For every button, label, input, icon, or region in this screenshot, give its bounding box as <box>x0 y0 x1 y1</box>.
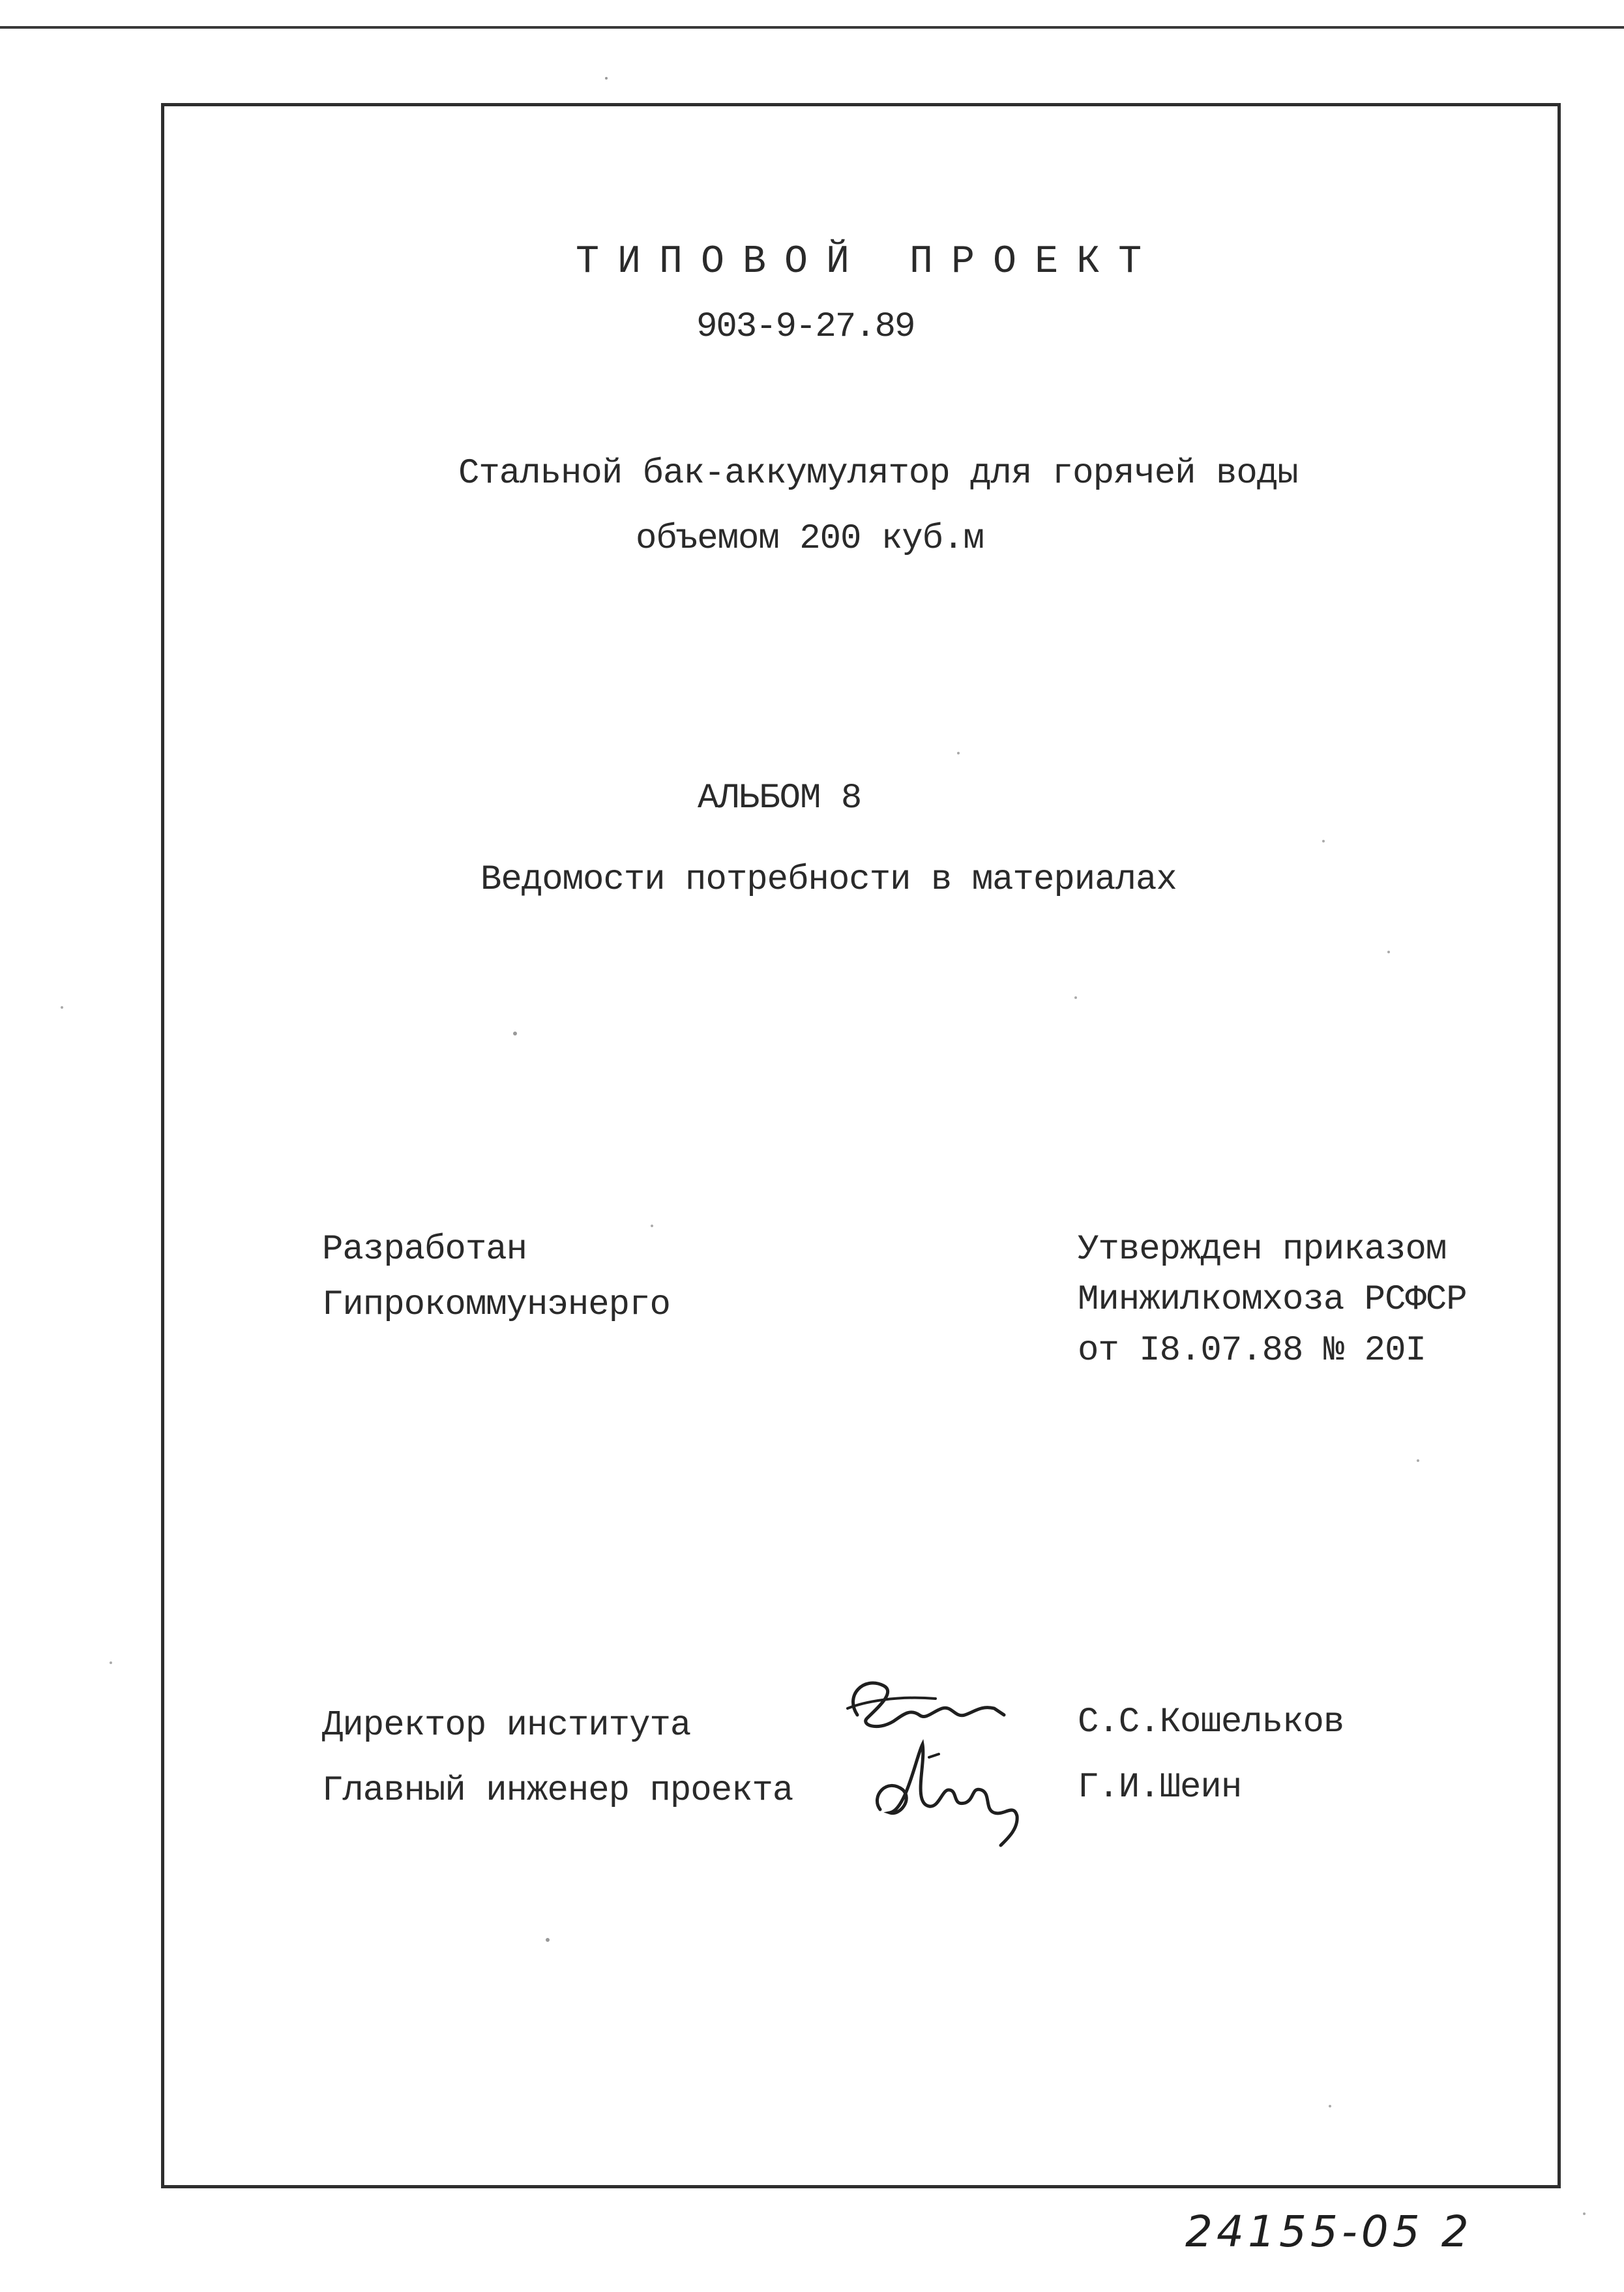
signatory-name: С.С.Кошельков <box>1078 1703 1344 1742</box>
document-title: ТИПОВОЙ ПРОЕКТ <box>576 240 1160 284</box>
signatory-role: Главный инженер проекта <box>322 1771 793 1811</box>
project-code: 903-9-27.89 <box>696 307 915 347</box>
signatory-role: Директор института <box>322 1706 691 1746</box>
subject-line-2: объемом 200 куб.м <box>636 519 984 559</box>
approval-line-3: от I8.07.88 № 20I <box>1078 1331 1426 1371</box>
approval-line-1: Утвержден приказом <box>1078 1230 1447 1270</box>
archive-number: 24155-05 2 <box>1185 2207 1473 2257</box>
signatory-name: Г.И.Шеин <box>1078 1768 1242 1808</box>
album-number: АЛЬБОМ 8 <box>698 779 862 818</box>
subject-line-1: Стальной бак-аккумулятор для горячей воды <box>458 454 1298 494</box>
album-title: Ведомости потребности в материалах <box>480 860 1177 900</box>
developer-label: Разработан <box>322 1230 527 1270</box>
developer-organization: Гипрокоммунэнерго <box>322 1285 670 1325</box>
approval-line-2: Минжилкомхоза РСФСР <box>1078 1280 1467 1320</box>
